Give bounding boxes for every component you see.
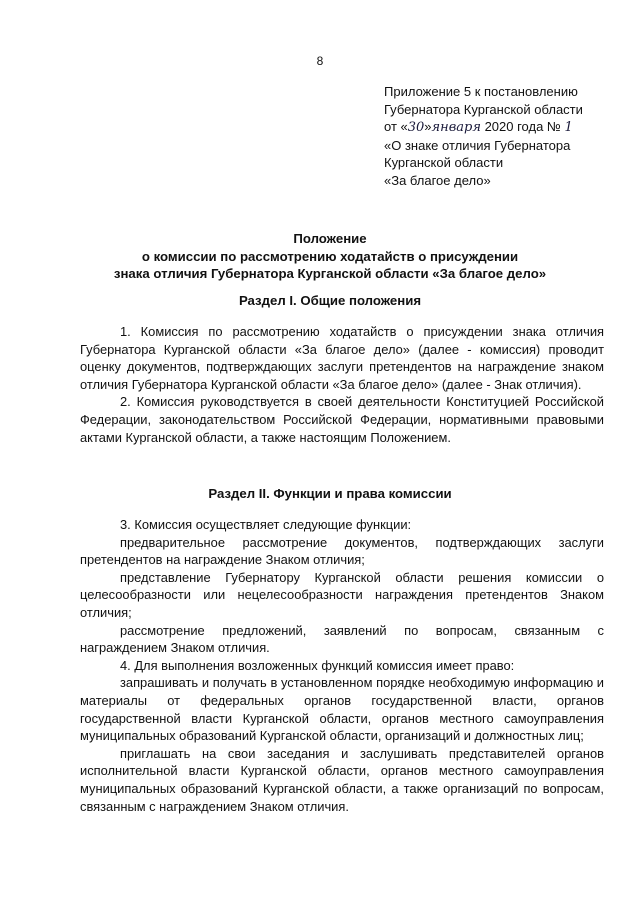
appendix-line-5: Курганской области	[384, 155, 504, 170]
appendix-line-1: Приложение 5 к постановлению	[384, 84, 578, 99]
date-year: 2020 года №	[480, 119, 565, 134]
paragraph: рассмотрение предложений, заявлений по вопросам, связанным с награждением Знаком отличия.	[80, 622, 604, 656]
page-number: 8	[316, 54, 324, 68]
title-line-1: Положение	[293, 231, 367, 246]
section-1-body	[80, 323, 604, 446]
title-line-3: знака отличия Губернатора Курганской области «За благое дело»	[113, 266, 547, 281]
handwritten-number: 1	[564, 120, 573, 135]
paragraph: приглашать на свои заседания и заслушивать представителей органов исполнительной власти Курганской области, органов местного самоуправления муниципальных образований Курганской области, а также организаций по вопросам, связанным с награждением Знаком отличия.	[80, 745, 604, 814]
paragraph: 4. Для выполнения возложенных функций комиссия имеет право:	[120, 657, 515, 673]
appendix-line-6: «За благое дело»	[384, 172, 491, 188]
appendix-line-2: Губернатора Курганской области	[384, 101, 583, 117]
document-title	[60, 230, 600, 283]
paragraph: предварительное рассмотрение документов, подтверждающих заслуги претендентов на награждение Знаком отличия;	[80, 534, 604, 568]
section-2-heading: Раздел II. Функции и права комиссии	[208, 486, 452, 501]
title-line-2: о комиссии по рассмотрению ходатайств о присуждении	[141, 248, 519, 264]
date-prefix: от «	[384, 119, 408, 134]
paragraph: представление Губернатору Курганской области решения комиссии о целесообразности или нецелесообразности награждения претендентов Знаком отличия;	[80, 569, 604, 620]
paragraph: запрашивать и получать в установленном порядке необходимую информацию и материалы от федеральных органов государственной власти, органов государственной власти Курганской области, органов местного самоуправления муниципальных образований Курганской области, организаций и должностных лиц;	[80, 675, 604, 744]
handwritten-month: января	[431, 120, 481, 135]
appendix-header	[384, 83, 624, 189]
date-mid: »	[424, 119, 432, 134]
paragraph: 3. Комиссия осуществляет следующие функции:	[120, 517, 412, 532]
paragraph: 2. Комиссия руководствуется в своей деятельности Конституцией Российской Федерации, законодательством Российской Федерации, нормативными правовыми актами Курганской области, а также настоящим Положением.	[80, 394, 604, 445]
appendix-line-3	[384, 118, 624, 137]
section-1-heading: Раздел I. Общие положения	[238, 293, 422, 308]
appendix-line-4: «О знаке отличия Губернатора	[384, 137, 571, 153]
handwritten-day: 30	[407, 120, 425, 135]
paragraph: 1. Комиссия по рассмотрению ходатайств о присуждении знака отличия Губернатора Курганской области «За благое дело» (далее - комиссия) проводит оценку документов, подтверждающих заслуги претендентов на награждение знаком отличия Губернатора Курганской области «За благое дело» (далее - Знак отличия).	[80, 324, 604, 392]
section-2-body	[80, 516, 604, 815]
